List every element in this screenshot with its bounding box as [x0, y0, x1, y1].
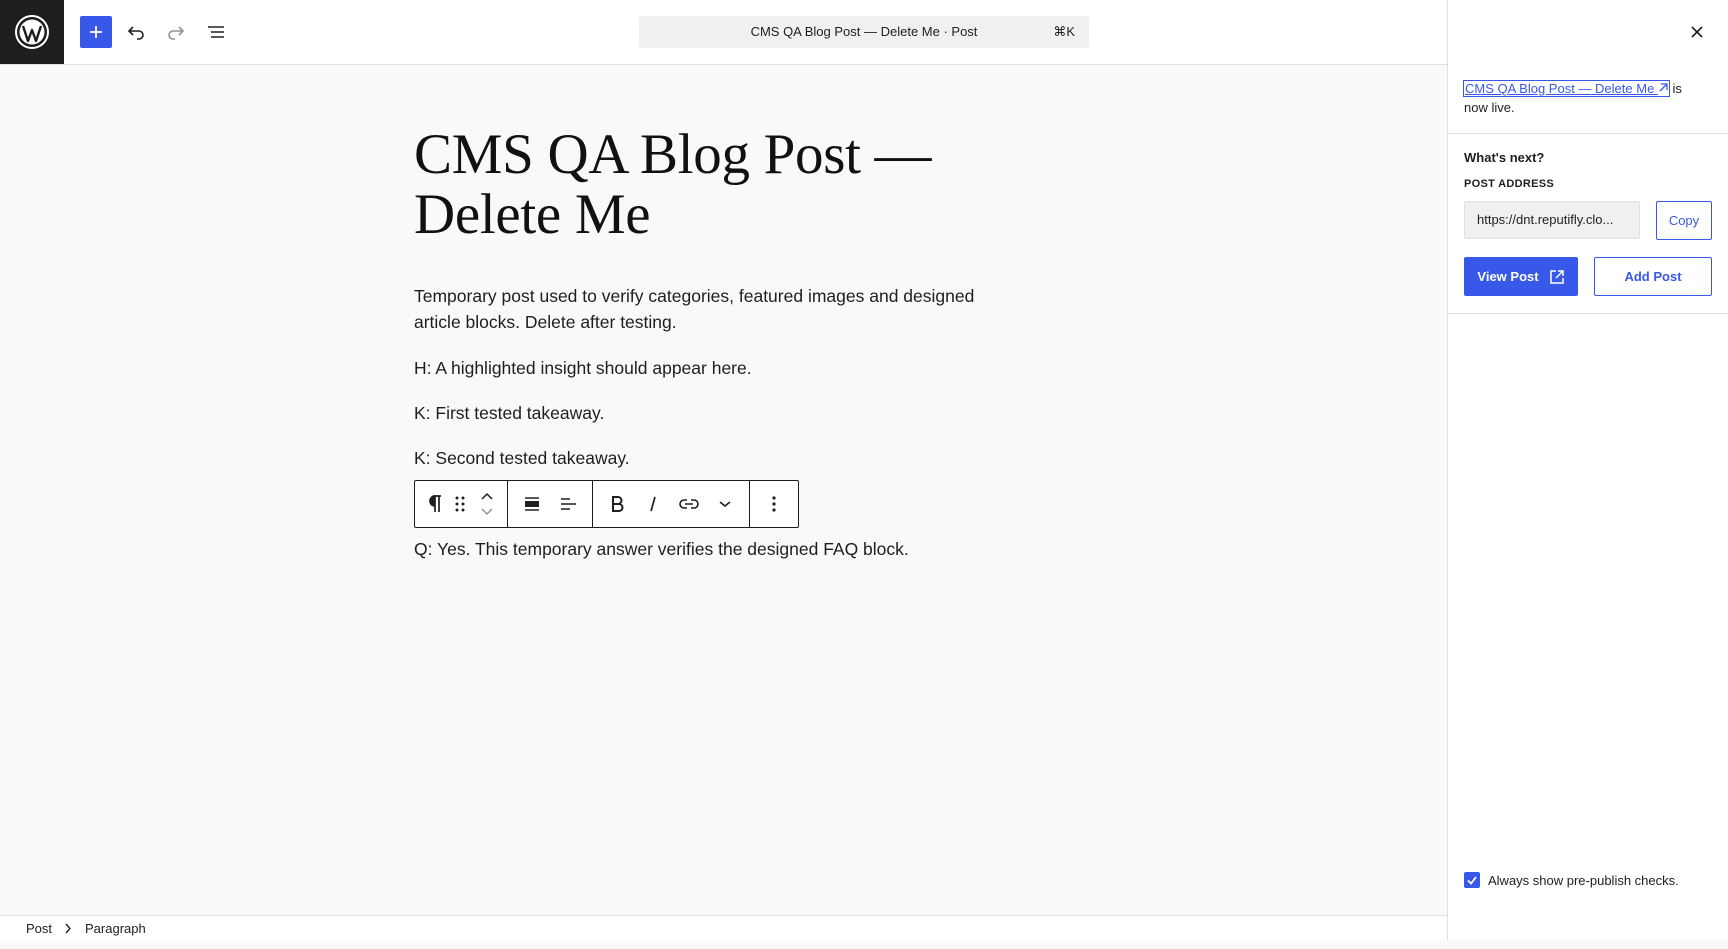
add-post-button[interactable]: Add Post	[1594, 257, 1712, 296]
wordpress-logo-button[interactable]	[0, 0, 64, 64]
drag-handle[interactable]	[447, 481, 473, 527]
prepublish-checkbox[interactable]	[1464, 872, 1480, 888]
wordpress-icon	[14, 14, 50, 50]
close-icon	[1690, 25, 1704, 39]
paragraph-block[interactable]: Q: Yes. This temporary answer verifies the designed FAQ block.	[414, 539, 909, 559]
align-left-icon	[558, 494, 578, 514]
block-options-button[interactable]	[756, 481, 792, 527]
whats-next-heading: What's next?	[1464, 150, 1545, 165]
editor-canvas[interactable]	[0, 65, 1447, 915]
post-address-label: POST ADDRESS	[1464, 178, 1554, 190]
copy-button[interactable]: Copy	[1656, 201, 1712, 240]
divider	[1448, 133, 1728, 134]
link-icon	[678, 497, 700, 511]
block-type-button[interactable]	[421, 481, 447, 527]
close-panel-button[interactable]	[1681, 16, 1713, 48]
prepublish-checks-option[interactable]	[1464, 872, 1679, 888]
block-align-button[interactable]	[514, 481, 550, 527]
view-post-label: View Post	[1477, 269, 1539, 284]
document-overview-button[interactable]	[200, 16, 232, 48]
block-inserter-button[interactable]	[80, 16, 112, 48]
block-mover	[473, 481, 501, 527]
checkmark-icon	[1466, 874, 1478, 886]
document-title: CMS QA Blog Post — Delete Me · Post	[750, 24, 978, 39]
paragraph-block[interactable]: Temporary post used to verify categories, featured images and designed article blocks. Delete after testing.	[414, 286, 975, 332]
more-vertical-icon	[771, 495, 777, 513]
undo-icon	[126, 22, 146, 42]
list-view-icon	[206, 22, 226, 42]
command-shortcut: ⌘K	[1053, 24, 1075, 39]
italic-icon	[646, 495, 660, 513]
paragraph-block[interactable]: K: Second tested takeaway.	[414, 448, 630, 468]
bold-icon	[609, 495, 625, 513]
drag-handle-icon	[454, 495, 466, 513]
divider	[1448, 313, 1728, 314]
chevron-down-icon	[718, 499, 732, 509]
post-address-field[interactable]: https://dnt.reputifly.clo...	[1464, 201, 1640, 239]
redo-button[interactable]	[160, 16, 192, 48]
link-button[interactable]	[671, 481, 707, 527]
live-suffix: is now live.	[1464, 81, 1682, 115]
more-formatting-button[interactable]	[707, 481, 743, 527]
undo-button[interactable]	[120, 16, 152, 48]
redo-icon	[166, 22, 186, 42]
chevron-up-icon	[480, 491, 494, 501]
external-link-icon	[1549, 269, 1565, 285]
block-breadcrumb	[0, 915, 1447, 941]
post-live-notice	[1464, 79, 1709, 117]
external-link-icon	[1658, 83, 1668, 93]
block-toolbar-group-format	[593, 481, 750, 527]
breadcrumb-item-paragraph[interactable]: Paragraph	[85, 921, 146, 936]
post-publish-panel	[1447, 0, 1728, 940]
block-toolbar-group-align	[508, 481, 593, 527]
bold-button[interactable]	[599, 481, 635, 527]
plus-icon	[88, 24, 104, 40]
paragraph-block[interactable]: H: A highlighted insight should appear here.	[414, 358, 752, 378]
post-title[interactable]: CMS QA Blog Post — Delete Me	[414, 123, 932, 246]
italic-button[interactable]	[635, 481, 671, 527]
text-align-button[interactable]	[550, 481, 586, 527]
published-post-link[interactable]	[1464, 81, 1669, 96]
align-none-icon	[522, 494, 542, 514]
move-up-button[interactable]	[480, 488, 494, 504]
move-down-button[interactable]	[480, 504, 494, 520]
paragraph-block[interactable]: K: First tested takeaway.	[414, 403, 605, 423]
chevron-down-icon	[480, 507, 494, 517]
paragraph-icon	[425, 494, 443, 514]
published-post-link-text: CMS QA Blog Post — Delete Me	[1465, 81, 1655, 96]
breadcrumb-item-post[interactable]: Post	[26, 921, 53, 936]
block-toolbar-group-parent	[415, 481, 508, 527]
editor-header	[0, 0, 1447, 65]
prepublish-label: Always show pre-publish checks.	[1488, 872, 1679, 888]
breadcrumb-separator-icon	[64, 916, 72, 949]
command-palette-bar[interactable]	[639, 16, 1089, 48]
view-post-button[interactable]	[1464, 257, 1578, 296]
block-toolbar-group-options	[750, 481, 798, 527]
block-toolbar	[414, 480, 799, 528]
